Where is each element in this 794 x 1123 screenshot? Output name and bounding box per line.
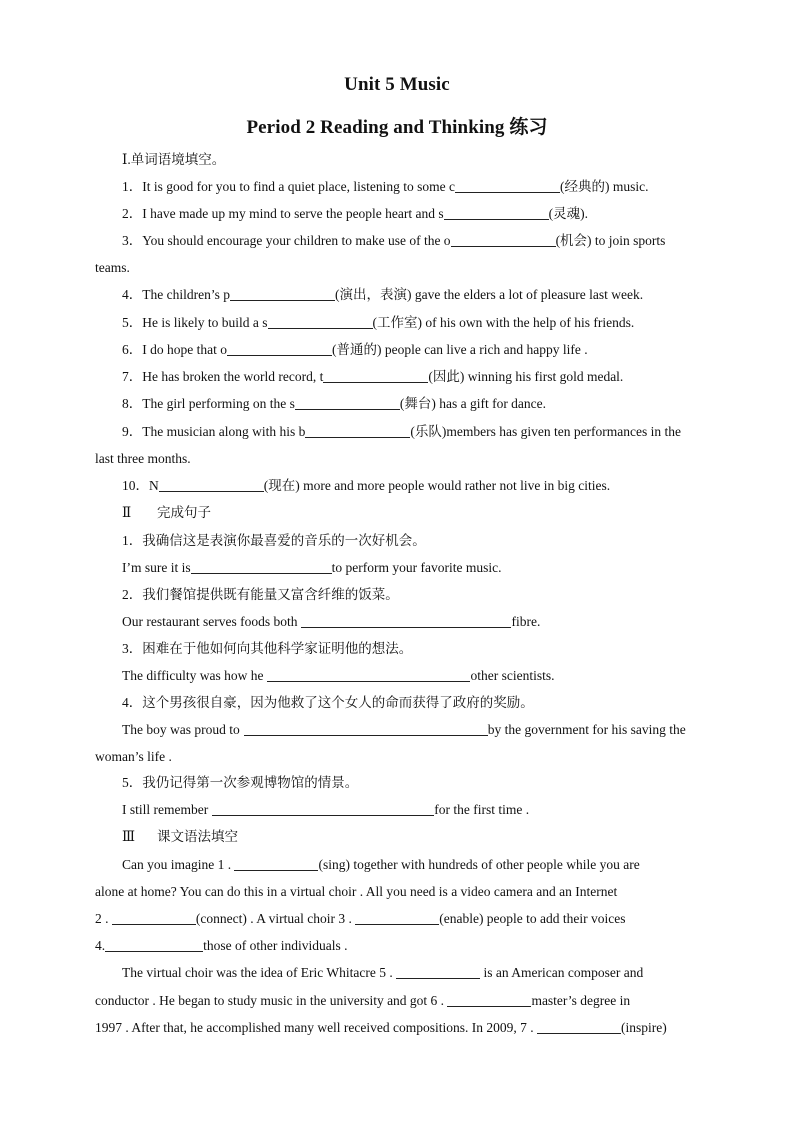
exercise-item-10: 10．N (现在) more and more people would rather not live in big cities. <box>122 478 611 493</box>
answer-blank[interactable] <box>267 667 470 682</box>
passage-line-5: The virtual choir was the idea of Eric Whitacre 5 . is an American composer and <box>122 965 644 980</box>
exercise-item-3: 3．You should encourage your children to make use of the o (机会) to join sports <box>122 233 666 248</box>
exercise-item-9: 9．The musician along with his b (乐队)members has given ten performances in the <box>122 424 682 439</box>
answer-blank[interactable] <box>159 477 264 492</box>
sentence-2-english: Our restaurant serves foods both fibre. <box>122 614 541 629</box>
answer-blank[interactable] <box>447 992 531 1007</box>
answer-blank[interactable] <box>301 613 511 628</box>
answer-blank[interactable] <box>323 368 428 383</box>
sentence-4-chinese: 4．这个男孩很自豪，因为他救了这个女人的命而获得了政府的奖励。 <box>122 695 534 710</box>
section-3-heading: Ⅲ 课文语法填空 <box>122 829 238 844</box>
sentence-1-chinese: 1．我确信这是表演你最喜爱的音乐的一次好机会。 <box>122 533 426 548</box>
exercise-item-7: 7．He has broken the world record, t (因此) winning his first gold medal. <box>122 369 624 384</box>
passage-line-3: 2 . (connect) . A virtual choir 3 . (enable) people to add their voices <box>95 911 626 926</box>
section-2-heading: Ⅱ 完成句子 <box>122 505 211 520</box>
sentence-5-english: I still remember for the first time . <box>122 802 530 817</box>
passage-line-4: 4. those of other individuals . <box>95 938 348 953</box>
exercise-item-1: 1．It is good for you to find a quiet place, listening to some c (经典的) music. <box>122 179 649 194</box>
page-subtitle: Period 2 Reading and Thinking 练习 <box>246 117 548 138</box>
page-title: Unit 5 Music <box>344 74 450 95</box>
answer-blank[interactable] <box>230 286 335 301</box>
answer-blank[interactable] <box>191 559 332 574</box>
sentence-2-chinese: 2．我们餐馆提供既有能量又富含纤维的饭菜。 <box>122 587 399 602</box>
sentence-3-english: The difficulty was how he other scientists. <box>122 668 555 683</box>
answer-blank[interactable] <box>268 314 373 329</box>
exercise-item-8: 8．The girl performing on the s (舞台) has a gift for dance. <box>122 396 547 411</box>
exercise-item-9-cont: last three months. <box>95 451 191 466</box>
exercise-item-6: 6．I do hope that o (普通的) people can live a rich and happy life . <box>122 342 588 357</box>
sentence-5-chinese: 5．我仍记得第一次参观博物馆的情景。 <box>122 775 359 790</box>
answer-blank[interactable] <box>212 801 434 816</box>
answer-blank[interactable] <box>305 423 410 438</box>
sentence-3-chinese: 3．困难在于他如何向其他科学家证明他的想法。 <box>122 641 413 656</box>
answer-blank[interactable] <box>234 856 318 871</box>
sentence-4-english-cont: woman’s life . <box>95 749 172 764</box>
answer-blank[interactable] <box>355 910 439 925</box>
passage-line-2: alone at home? You can do this in a virtual choir . All you need is a video camera and an Internet <box>95 884 618 899</box>
answer-blank[interactable] <box>537 1019 621 1034</box>
answer-blank[interactable] <box>227 341 332 356</box>
exercise-item-4: 4．The children’s p (演出，表演) gave the elders a lot of pleasure last week. <box>122 287 644 302</box>
exercise-item-5: 5．He is likely to build a s (工作室) of his own with the help of his friends. <box>122 315 635 330</box>
section-1-heading: Ⅰ.单词语境填空。 <box>122 152 226 167</box>
answer-blank[interactable] <box>295 395 400 410</box>
passage-line-6: conductor . He began to study music in the university and got 6 . master’s degree in <box>95 993 631 1008</box>
answer-blank[interactable] <box>112 910 196 925</box>
answer-blank[interactable] <box>451 232 556 247</box>
answer-blank[interactable] <box>396 964 480 979</box>
answer-blank[interactable] <box>244 721 488 736</box>
exercise-item-2: 2．I have made up my mind to serve the people heart and s (灵魂). <box>122 206 589 221</box>
answer-blank[interactable] <box>105 937 203 952</box>
sentence-4-english: The boy was proud to by the government for his saving the <box>122 722 686 737</box>
answer-blank[interactable] <box>455 178 560 193</box>
passage-line-7: 1997 . After that, he accomplished many well received compositions. In 2009, 7 . (inspire) <box>95 1020 667 1035</box>
exercise-item-3-cont: teams. <box>95 260 130 275</box>
answer-blank[interactable] <box>444 205 549 220</box>
passage-line-1: Can you imagine 1 . (sing) together with hundreds of other people while you are <box>122 857 640 872</box>
sentence-1-english: I’m sure it is to perform your favorite music. <box>122 560 502 575</box>
